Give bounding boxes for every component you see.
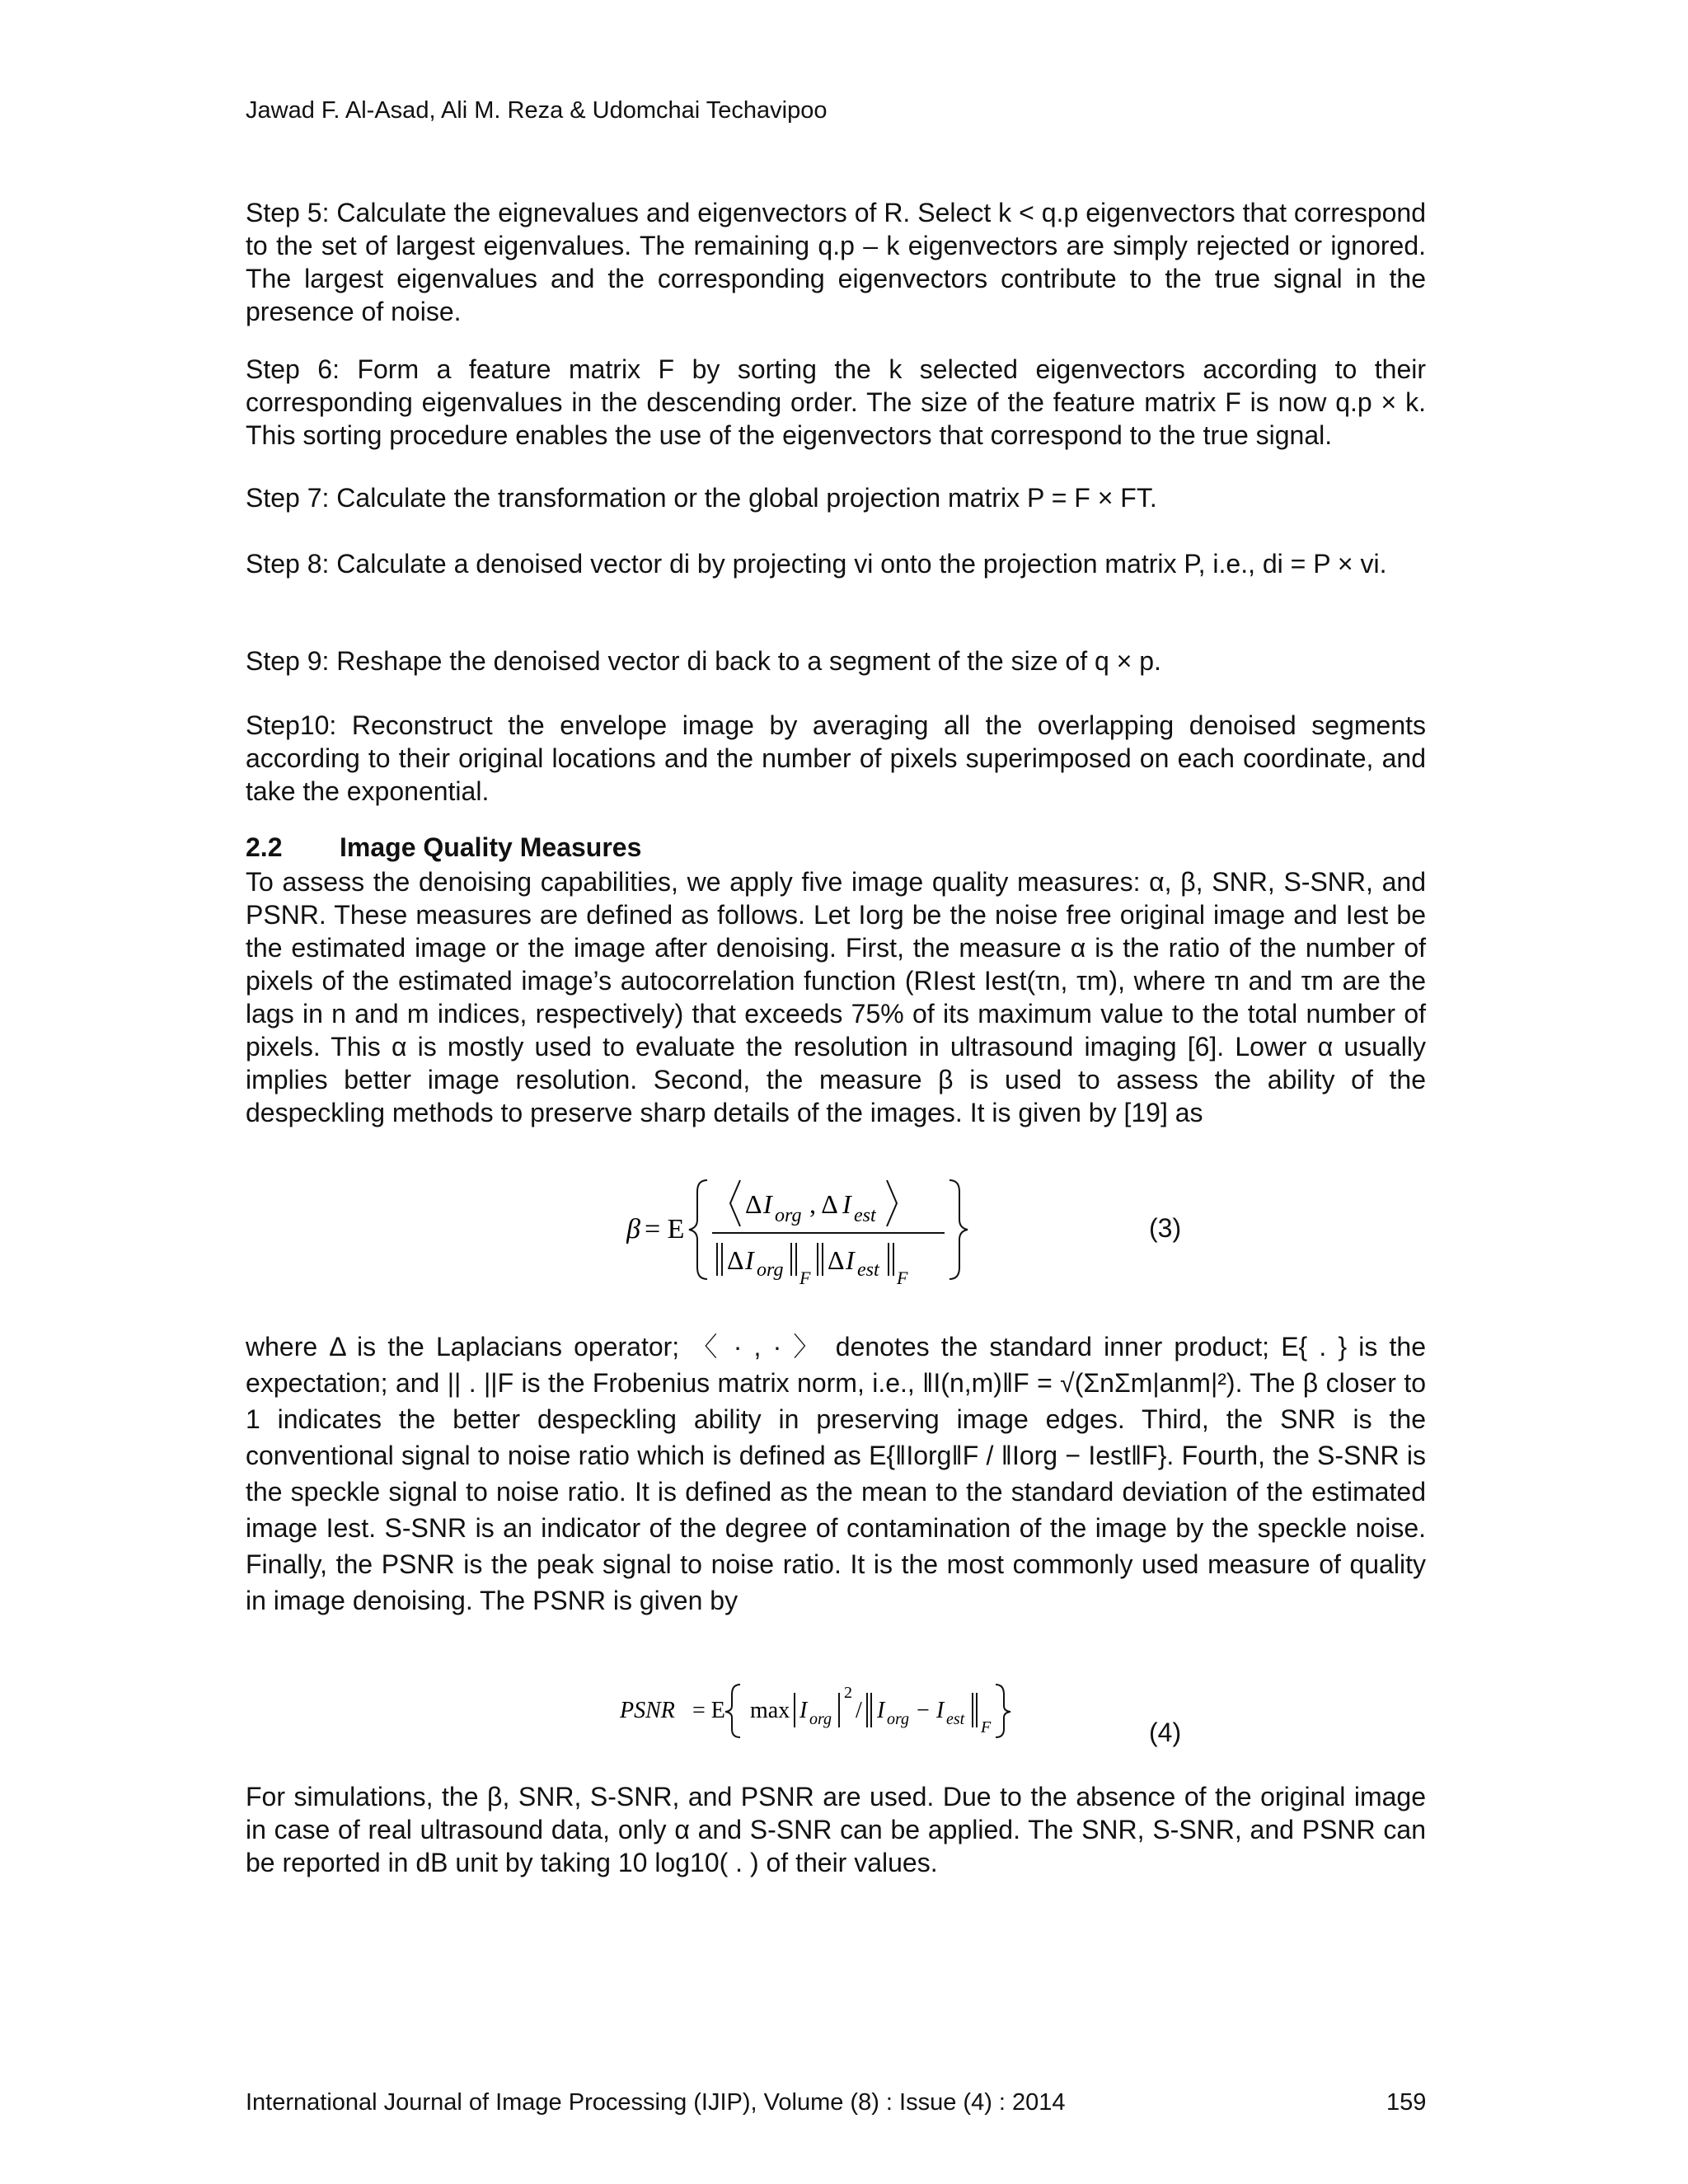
equation-3-graphic [626,1170,989,1286]
journal-footer: International Journal of Image Processing (IJIP), Volume (8) : Issue (4) : 2014 [246,2089,1066,2116]
header-authors: Jawad F. Al-Asad, Ali M. Reza & Udomchai Techavipoo [246,97,828,124]
svg-text:I: I [763,1189,772,1219]
step-9 [246,644,1426,677]
svg-text:β: β [626,1214,640,1244]
paragraph-quality-measures [246,865,1426,1129]
step-7-text: Step 7: Calculate the transformation or the global projection matrix P = F × FT. [246,483,1157,513]
svg-text:est: est [946,1710,965,1728]
equation-4-graphic [620,1681,1024,1739]
step-6-text: Step 6: Form a feature matrix F by sorting the k selected eigenvectors according to their corresponding eigenvalues in the descending order. The size of the feature matrix F is now q.p × k. This sorting procedure enables the use of the eigenvectors that correspond to the true signal. [246,354,1426,450]
svg-text:= E: = E [645,1214,685,1244]
svg-text:org: org [887,1710,910,1728]
step-10-text: Step10: Reconstruct the envelope image by averaging all the overlapping denoised segments according to their original locations and the number of pixels superimposed on each coordinate, and take the exponential. [246,710,1426,806]
step-9-text: Step 9: Reshape the denoised vector di back to a segment of the size of q × p. [246,646,1161,676]
step-6 [246,353,1426,452]
step-8 [246,547,1426,580]
paragraph-1-text: To assess the denoising capabilities, we apply five image quality measures: α, β, SNR, S-SNR, and PSNR. These measures are defined as follows. Let Iorg be the noise free original image and Iest be the estimated image or the image after denoising. First, the measure α is the ratio of the number of pixels of the estimated image’s autocorrelation function (RIest Iest(τn, τm), where τn and τm are the lags in n and m indices, respectively) that exceeds 75% of its maximum value to the total number of pixels. This α is mostly used to evaluate the resolution in ultrasound imaging [6]. Lower α usually implies better image resolution. Second, the measure β is used to assess the ability of the despeckling methods to preserve sharp details of the images. It is given by [19] as [246,867,1426,1127]
svg-text:Δ: Δ [828,1245,845,1275]
section-heading [246,832,641,863]
svg-text:I: I [745,1245,754,1275]
svg-text:max: max [750,1698,790,1723]
equation-4 [620,1681,1024,1739]
step-10 [246,709,1426,808]
svg-text:I: I [877,1698,885,1723]
page-number: 159 [1386,2089,1427,2116]
paragraph-2-text: where Δ is the Laplacians operator; 〈 · , · 〉 denotes the standard inner product; E{ . } is the expectation; and || . ||F is the Frobenius matrix norm, i.e., ‖I(n,m)‖F = √(ΣnΣm|anm|²). The β closer to 1 indicates the better despeckling ability in preserving image edges. Third, the SNR is the conventional signal to noise ratio which is defined as E{‖Iorg‖F / ‖Iorg − Iest‖F}. Fourth, the S-SNR is the speckle signal to noise ratio. It is defined as the mean to the standard deviation of the estimated image Iest. S-SNR is an indicator of the degree of contamination of the image by the speckle noise. Finally, the PSNR is the peak signal to noise ratio. It is the most commonly used measure of quality in image denoising. The PSNR is given by [246,1332,1426,1615]
step-5 [246,196,1426,328]
svg-text:I: I [842,1189,851,1219]
svg-text:org: org [775,1205,802,1226]
equation-4-number: (4) [1149,1718,1182,1747]
svg-text:I: I [799,1698,808,1723]
svg-text:F: F [981,1718,992,1736]
svg-text:Δ: Δ [727,1245,744,1275]
svg-text:/: / [856,1698,862,1723]
equation-3 [626,1170,989,1286]
svg-text:−: − [917,1698,930,1723]
svg-text:I: I [936,1698,945,1723]
paragraph-3-text: For simulations, the β, SNR, S-SNR, and PSNR are used. Due to the absence of the original image in case of real ultrasound data, only α and S-SNR can be applied. The SNR, S-SNR, and PSNR can be reported in dB unit by taking 10 log10( . ) of their values. [246,1782,1426,1877]
svg-text:est: est [854,1205,876,1226]
svg-text:Δ: Δ [745,1189,762,1219]
svg-text:I: I [846,1245,855,1275]
step-8-text: Step 8: Calculate a denoised vector di by projecting vi onto the projection matrix P, i.e., di = P × vi. [246,549,1387,579]
paragraph-simulations [246,1780,1426,1879]
svg-text:= E: = E [692,1698,725,1723]
svg-text:org: org [757,1259,784,1281]
equation-3-number: (3) [1149,1213,1182,1243]
svg-text:org: org [809,1710,832,1728]
svg-text:F: F [799,1268,811,1286]
section-number: 2.2 [246,832,283,862]
step-5-text: Step 5: Calculate the eignevalues and eigenvectors of R. Select k < q.p eigenvectors that correspond to the set of largest eigenvalues. The remaining q.p – k eigenvectors are simply rejected or ignored. The largest eigenvalues and the corresponding eigenvectors contribute to the true signal in the presence of noise. [246,198,1426,326]
svg-text:2: 2 [844,1684,852,1702]
svg-text:PSNR: PSNR [620,1698,675,1723]
svg-text:, Δ: , Δ [809,1189,838,1219]
paragraph-definitions [246,1329,1426,1619]
running-header [246,97,827,124]
step-7 [246,481,1426,514]
svg-text:F: F [897,1268,908,1286]
section-title: Image Quality Measures [340,832,642,862]
svg-text:est: est [857,1259,879,1281]
